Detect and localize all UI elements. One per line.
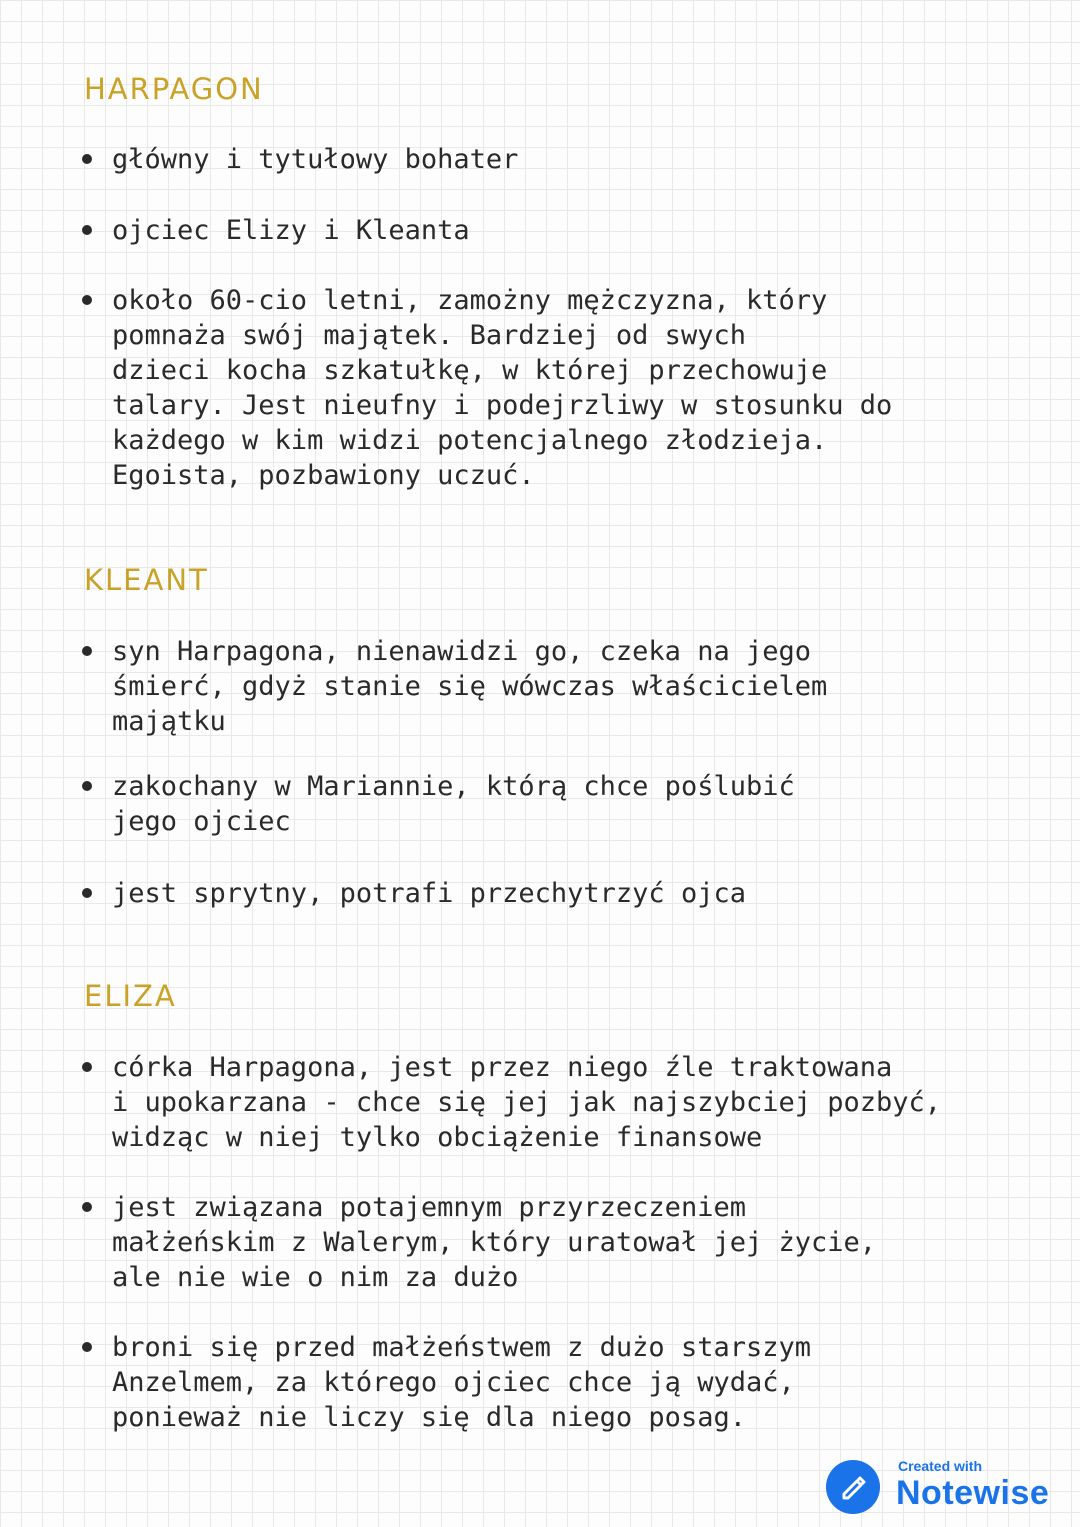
heading-eliza: ELIZA xyxy=(84,979,177,1013)
bullet-line: widząc w niej tylko obciążenie finansowe xyxy=(112,1122,763,1153)
bullet-dot xyxy=(82,781,92,791)
heading-kleant: KLEANT xyxy=(84,563,209,597)
bullet-dot xyxy=(82,295,92,305)
bullet-line: ponieważ nie liczy się dla niego posag. xyxy=(112,1402,746,1433)
bullet-line: jest sprytny, potrafi przechytrzyć ojca xyxy=(112,878,746,909)
bullet-line: Anzelmem, za którego ojciec chce ją wydać, xyxy=(112,1367,795,1398)
bullet-dot xyxy=(82,225,92,235)
bullet-line: jest związana potajemnym przyrzeczeniem xyxy=(112,1192,746,1223)
branding-caption: Created with xyxy=(898,1458,983,1474)
bullet-line: zakochany w Mariannie, którą chce poślubić xyxy=(112,771,795,802)
bullet-dot xyxy=(82,646,92,656)
bullet-line: ale nie wie o nim za dużo xyxy=(112,1262,519,1293)
bullet-line: śmierć, gdyż stanie się wówczas właścicielem xyxy=(112,671,828,702)
notewise-branding xyxy=(826,1458,1066,1518)
bullet-line: majątku xyxy=(112,706,226,737)
branding-name: Notewise xyxy=(896,1474,1050,1512)
notewise-logo-icon xyxy=(826,1460,880,1514)
bullet-line: broni się przed małżeństwem z dużo starszym xyxy=(112,1332,811,1363)
bullet-line: i upokarzana - chce się jej jak najszybciej pozbyć, xyxy=(112,1087,942,1118)
bullet-line: pomnaża swój majątek. Bardziej od swych xyxy=(112,320,746,351)
bullet-line: główny i tytułowy bohater xyxy=(112,144,519,175)
bullet-line: dzieci kocha szkatułkę, w której przechowuje xyxy=(112,355,828,386)
bullet-line: każdego w kim widzi potencjalnego złodzieja. xyxy=(112,425,828,456)
bullet-line: jego ojciec xyxy=(112,806,291,837)
pencil-icon xyxy=(838,1472,868,1502)
bullet-dot xyxy=(82,888,92,898)
bullet-line: syn Harpagona, nienawidzi go, czeka na jego xyxy=(112,636,811,667)
bullet-line: około 60-cio letni, zamożny mężczyzna, który xyxy=(112,285,828,316)
bullet-line: Egoista, pozbawiony uczuć. xyxy=(112,460,535,491)
bullet-line: ojciec Elizy i Kleanta xyxy=(112,215,470,246)
bullet-dot xyxy=(82,1062,92,1072)
bullet-line: talary. Jest nieufny i podejrzliwy w stosunku do xyxy=(112,390,893,421)
bullet-dot xyxy=(82,1202,92,1212)
bullet-line: córka Harpagona, jest przez niego źle traktowana xyxy=(112,1052,893,1083)
bullet-dot xyxy=(82,1342,92,1352)
bullet-dot xyxy=(82,154,92,164)
heading-harpagon: HARPAGON xyxy=(84,72,264,106)
bullet-line: małżeńskim z Walerym, który uratował jej życie, xyxy=(112,1227,877,1258)
